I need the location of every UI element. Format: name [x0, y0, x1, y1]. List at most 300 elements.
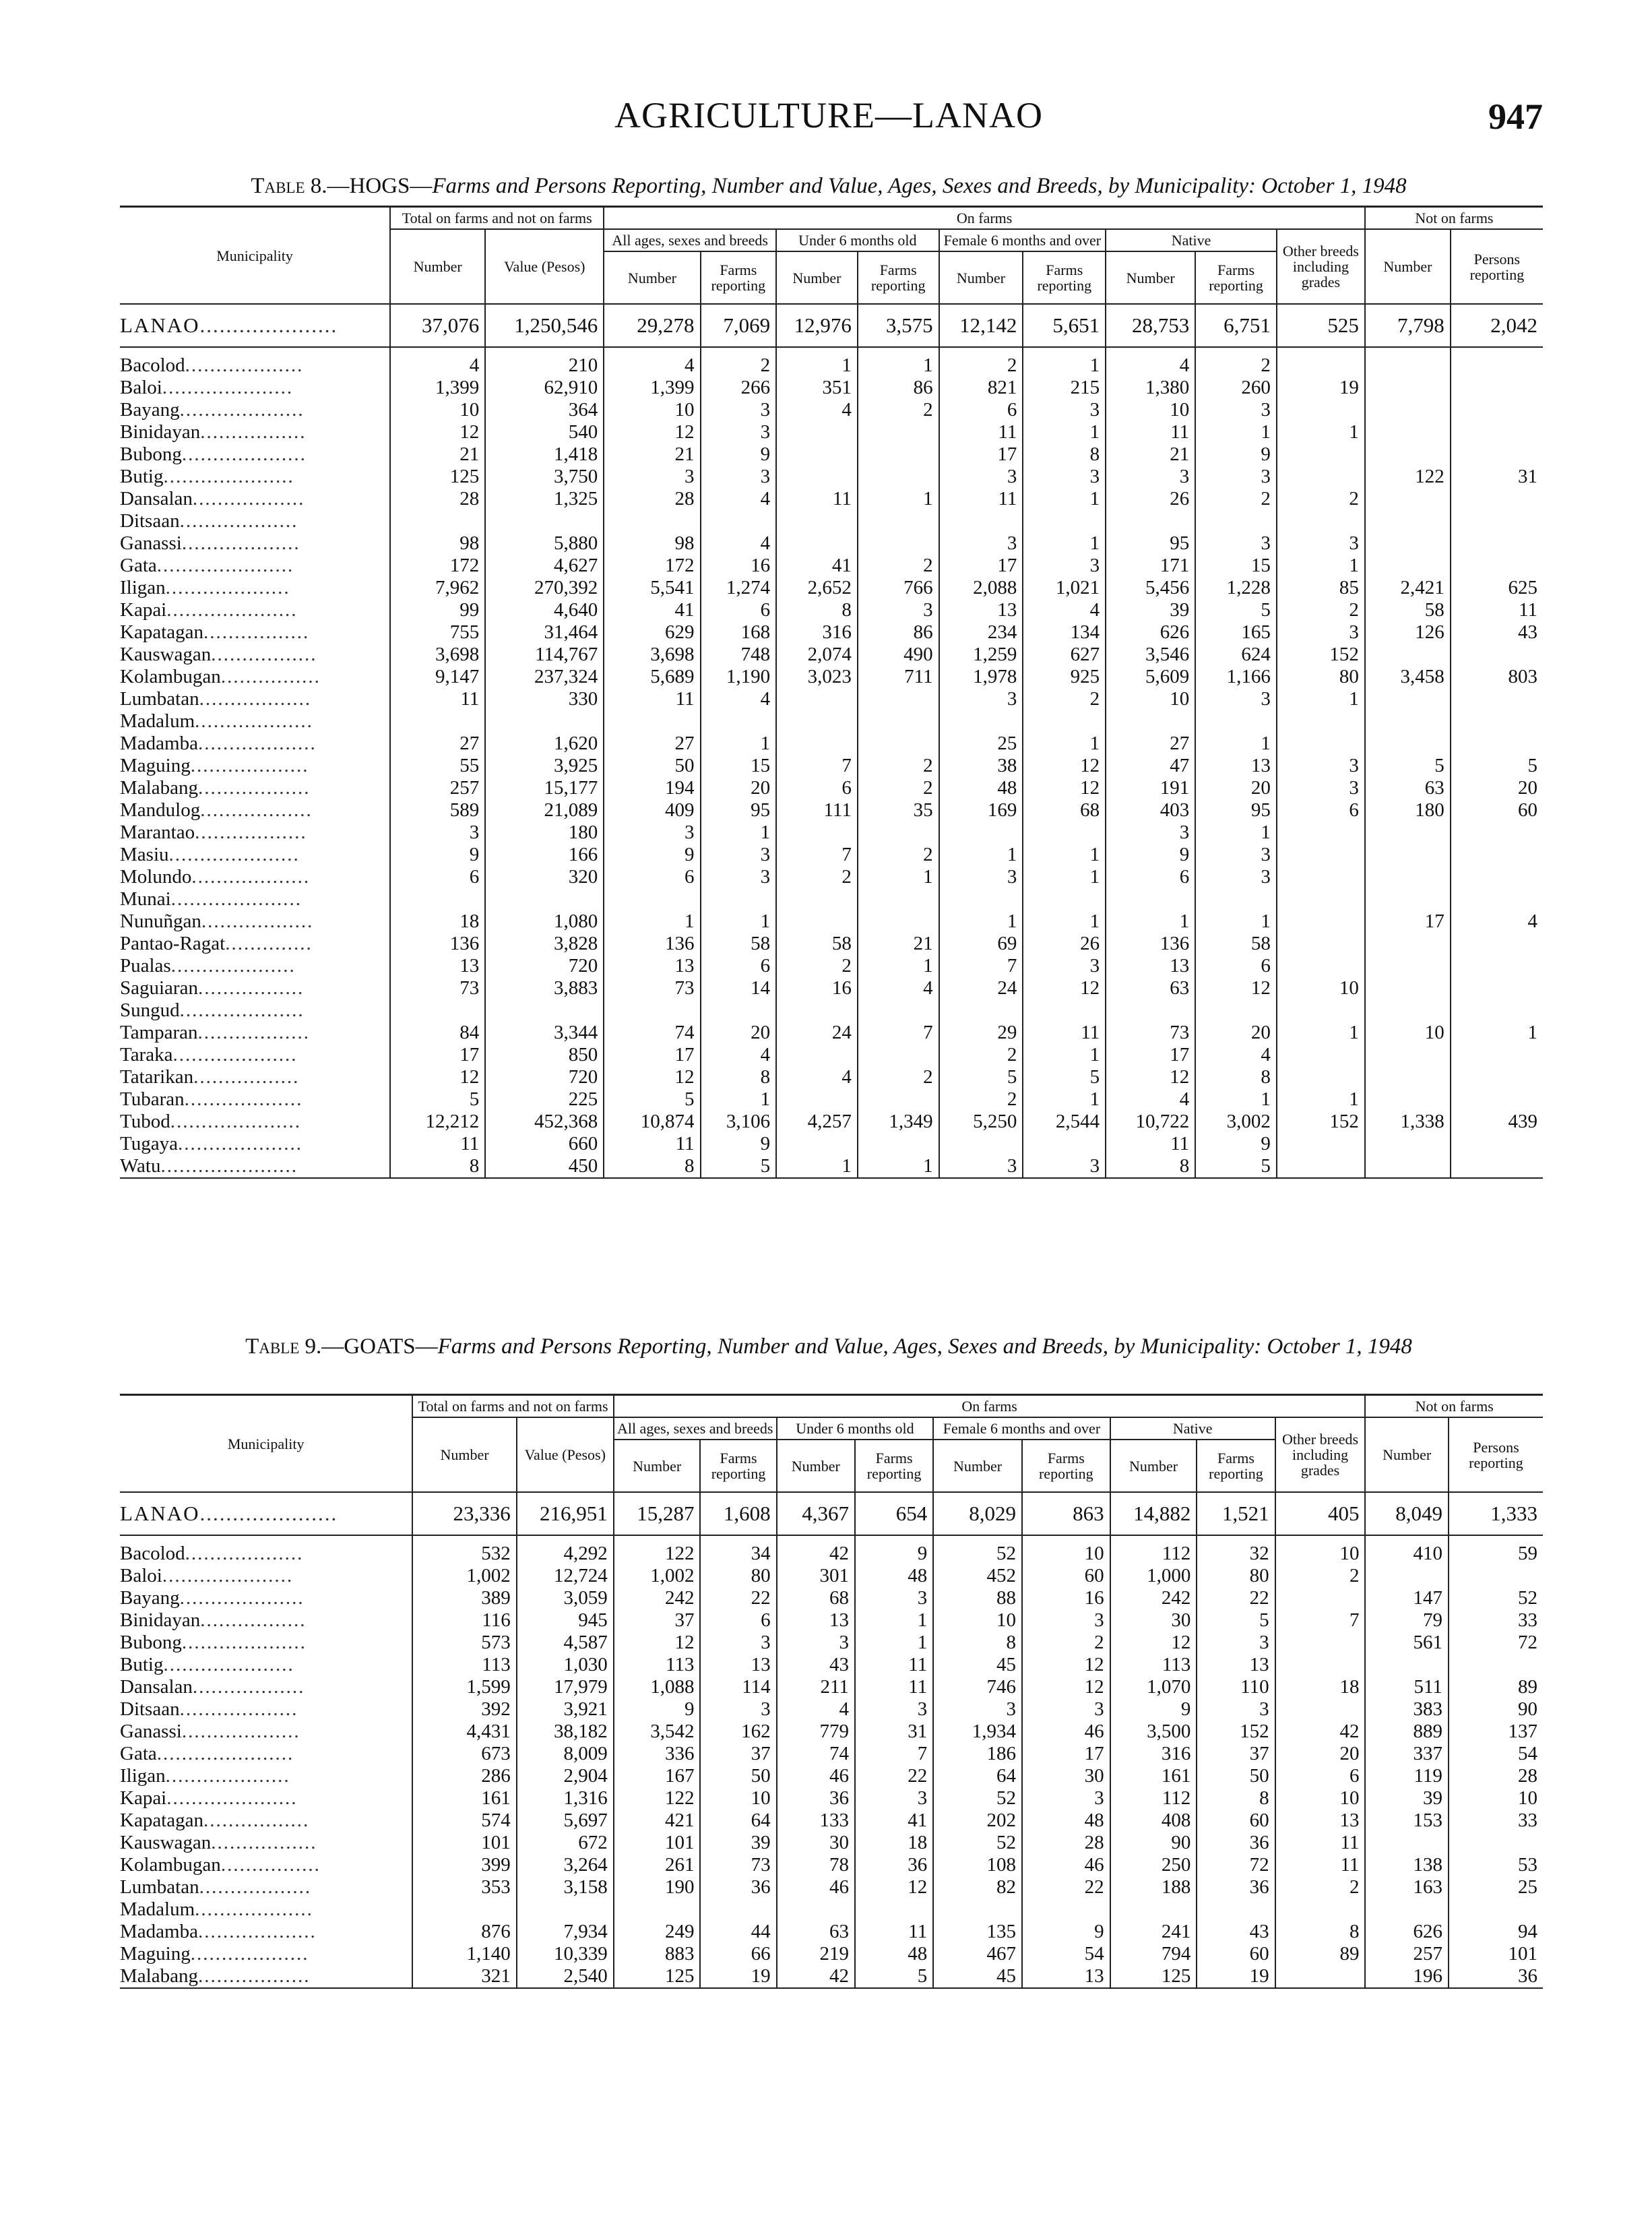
- data-cell: 137: [1449, 1721, 1543, 1743]
- leader-dots: .....................: [199, 1502, 338, 1526]
- data-cell: [1023, 710, 1106, 733]
- data-cell: [1365, 377, 1451, 399]
- data-cell: 112: [1110, 1543, 1197, 1565]
- data-cell: 3,750: [485, 466, 604, 488]
- data-cell: 1,418: [485, 443, 604, 466]
- notfarm-number-header: Number: [1365, 1417, 1449, 1492]
- data-cell: 24: [939, 977, 1023, 999]
- data-cell: [1277, 888, 1365, 910]
- municipality-name: Bayang....................: [120, 399, 305, 421]
- data-cell: [390, 888, 485, 910]
- data-cell: 48: [939, 777, 1023, 799]
- data-cell: 20: [701, 1022, 777, 1044]
- data-cell: 35: [858, 799, 939, 822]
- data-cell: 3: [939, 866, 1023, 888]
- data-cell: 10: [1106, 688, 1195, 710]
- total-cell: 15,287: [614, 1492, 701, 1535]
- data-cell: 9: [604, 844, 700, 866]
- leader-dots: .................: [200, 1609, 307, 1632]
- data-cell: 63: [777, 1921, 855, 1943]
- data-cell: 3: [1195, 688, 1277, 710]
- municipality-name: Kauswagan.................: [120, 1832, 317, 1854]
- data-cell: [776, 421, 858, 443]
- total-label: LANAO.....................: [120, 304, 390, 347]
- page-number: 947: [1488, 96, 1543, 137]
- data-cell: 945: [517, 1609, 614, 1632]
- data-cell: 167: [614, 1765, 701, 1787]
- data-cell: 1: [858, 354, 939, 377]
- municipality-name: Lumbatan..................: [120, 1876, 312, 1898]
- data-cell: 73: [1106, 1022, 1195, 1044]
- data-cell: [858, 1088, 939, 1111]
- data-cell: 10: [1106, 399, 1195, 421]
- data-cell: [1275, 1587, 1366, 1609]
- table-row: [120, 910, 1543, 933]
- data-cell: 47: [1106, 755, 1195, 777]
- data-cell: 2: [858, 399, 939, 421]
- data-cell: 20: [1195, 777, 1277, 799]
- data-cell: 63: [1106, 977, 1195, 999]
- data-cell: 2: [776, 866, 858, 888]
- data-cell: 11: [776, 488, 858, 510]
- data-cell: 257: [390, 777, 485, 799]
- total-cell: 8,029: [933, 1492, 1022, 1535]
- data-cell: 2: [1275, 1876, 1366, 1898]
- data-cell: 138: [1365, 1854, 1449, 1876]
- municipality-name: Tatarikan.................: [120, 1066, 300, 1088]
- table-row: [120, 577, 1543, 599]
- data-cell: 5: [1195, 1155, 1277, 1178]
- data-cell: 161: [1110, 1765, 1197, 1787]
- data-cell: 237,324: [485, 666, 604, 688]
- municipality-name: Mandulog..................: [120, 799, 313, 822]
- data-cell: 152: [1277, 644, 1365, 666]
- data-cell: [1275, 1632, 1366, 1654]
- data-cell: 45: [933, 1965, 1022, 1988]
- data-cell: 136: [1106, 933, 1195, 955]
- data-cell: [1365, 1088, 1451, 1111]
- data-cell: [776, 733, 858, 755]
- data-cell: [1195, 999, 1277, 1022]
- data-cell: [1365, 555, 1451, 577]
- data-cell: [1365, 955, 1451, 977]
- data-cell: [1023, 1133, 1106, 1155]
- leader-dots: ...................: [181, 532, 300, 555]
- data-cell: [1365, 888, 1451, 910]
- data-cell: [776, 532, 858, 555]
- data-cell: 36: [1449, 1965, 1543, 1988]
- data-cell: 48: [855, 1943, 933, 1965]
- data-cell: 8: [1195, 1066, 1277, 1088]
- data-cell: 110: [1197, 1676, 1275, 1698]
- other-breeds-header: Other breeds including grades: [1275, 1417, 1366, 1492]
- leader-dots: ....................: [165, 577, 290, 599]
- data-cell: 2,652: [776, 577, 858, 599]
- data-cell: [1451, 822, 1543, 844]
- municipality-name: Butig.....................: [120, 1654, 294, 1676]
- data-cell: [1451, 377, 1543, 399]
- data-cell: 31: [1451, 466, 1543, 488]
- data-cell: 119: [1365, 1765, 1449, 1787]
- data-cell: 821: [939, 377, 1023, 399]
- data-cell: 152: [1277, 1111, 1365, 1133]
- data-cell: 1: [855, 1609, 933, 1632]
- data-cell: 4: [776, 399, 858, 421]
- data-cell: 134: [1023, 621, 1106, 644]
- data-cell: 336: [614, 1743, 701, 1765]
- data-cell: 4,257: [776, 1111, 858, 1133]
- data-cell: 12: [604, 1066, 700, 1088]
- data-cell: 1: [1451, 1022, 1543, 1044]
- data-cell: 190: [614, 1876, 701, 1898]
- data-cell: 9: [390, 844, 485, 866]
- data-cell: 28: [1449, 1765, 1543, 1787]
- table-8-caption-lead: Table 8.—HOGS—: [251, 174, 433, 198]
- table-row: [120, 399, 1543, 421]
- data-cell: 54: [1022, 1943, 1110, 1965]
- data-cell: [1451, 510, 1543, 532]
- data-cell: 18: [390, 910, 485, 933]
- data-cell: 4,587: [517, 1632, 614, 1654]
- data-cell: 113: [412, 1654, 516, 1676]
- female6-farms-header: Farms reporting: [1023, 251, 1106, 304]
- data-cell: [858, 1133, 939, 1155]
- table-row: [120, 1111, 1543, 1133]
- data-cell: [1365, 443, 1451, 466]
- municipality-name: Madalum...................: [120, 1898, 313, 1921]
- table-row: [120, 510, 1543, 532]
- table-row: [120, 644, 1543, 666]
- data-cell: 48: [1022, 1810, 1110, 1832]
- data-cell: 8,009: [517, 1743, 614, 1765]
- data-cell: 3: [858, 599, 939, 621]
- table-row: [120, 799, 1543, 822]
- data-cell: 68: [1023, 799, 1106, 822]
- data-cell: 11: [1451, 599, 1543, 621]
- data-cell: 1,000: [1110, 1565, 1197, 1587]
- data-cell: 5: [855, 1965, 933, 1988]
- data-cell: [1451, 933, 1543, 955]
- data-cell: 9: [1195, 443, 1277, 466]
- leader-dots: .................: [203, 1810, 310, 1832]
- total-cell: 525: [1277, 304, 1365, 347]
- table-row: [120, 1066, 1543, 1088]
- data-cell: [1277, 443, 1365, 466]
- leader-dots: ..................: [192, 488, 305, 510]
- data-cell: [858, 888, 939, 910]
- data-cell: 3,344: [485, 1022, 604, 1044]
- data-cell: 3: [1277, 777, 1365, 799]
- data-cell: 153: [1365, 1810, 1449, 1832]
- data-cell: [939, 999, 1023, 1022]
- data-cell: [1277, 354, 1365, 377]
- data-cell: 98: [604, 532, 700, 555]
- table-row: [120, 1810, 1543, 1832]
- under6-number-header: Number: [776, 251, 858, 304]
- data-cell: 301: [777, 1565, 855, 1587]
- data-cell: 46: [777, 1876, 855, 1898]
- native-farms-header: Farms reporting: [1195, 251, 1277, 304]
- data-cell: 250: [1110, 1854, 1197, 1876]
- data-cell: [1277, 955, 1365, 977]
- data-cell: 540: [485, 421, 604, 443]
- data-cell: 1,380: [1106, 377, 1195, 399]
- under6-header: Under 6 months old: [776, 229, 939, 251]
- data-cell: 122: [614, 1787, 701, 1810]
- data-cell: 46: [1022, 1721, 1110, 1743]
- data-cell: 10: [933, 1609, 1022, 1632]
- total-row: [120, 1492, 1543, 1535]
- data-cell: [858, 688, 939, 710]
- municipality-name: Gata......................: [120, 1743, 294, 1765]
- data-cell: 125: [1110, 1965, 1197, 1988]
- data-cell: 755: [390, 621, 485, 644]
- data-cell: 3,264: [517, 1854, 614, 1876]
- data-cell: 29: [939, 1022, 1023, 1044]
- data-cell: 1,978: [939, 666, 1023, 688]
- data-cell: 42: [777, 1965, 855, 1988]
- data-cell: 10,722: [1106, 1111, 1195, 1133]
- data-cell: [776, 443, 858, 466]
- leader-dots: .................: [200, 421, 307, 443]
- data-cell: 6: [604, 866, 700, 888]
- data-cell: 122: [614, 1543, 701, 1565]
- data-cell: [776, 999, 858, 1022]
- data-cell: 4: [1023, 599, 1106, 621]
- data-cell: 33: [1449, 1810, 1543, 1832]
- data-cell: 1: [1277, 421, 1365, 443]
- data-cell: [858, 999, 939, 1022]
- data-cell: 80: [1197, 1565, 1275, 1587]
- data-cell: 242: [1110, 1587, 1197, 1609]
- municipality-name: Kapatagan.................: [120, 1810, 310, 1832]
- data-cell: 748: [701, 644, 777, 666]
- data-cell: [1277, 510, 1365, 532]
- data-cell: 3: [1022, 1787, 1110, 1810]
- data-cell: [1451, 443, 1543, 466]
- data-cell: 73: [390, 977, 485, 999]
- table-row: [120, 822, 1543, 844]
- leader-dots: .................: [203, 621, 310, 644]
- data-cell: [939, 1133, 1023, 1155]
- data-cell: 86: [858, 621, 939, 644]
- data-cell: 113: [614, 1654, 701, 1676]
- table-row: [120, 1632, 1543, 1654]
- data-cell: 4: [701, 488, 777, 510]
- data-cell: 80: [1277, 666, 1365, 688]
- data-cell: 4,431: [412, 1721, 516, 1743]
- table-row: [120, 710, 1543, 733]
- municipality-name: Malabang..................: [120, 777, 311, 799]
- data-cell: 421: [614, 1810, 701, 1832]
- data-cell: 25: [939, 733, 1023, 755]
- data-cell: 186: [933, 1743, 1022, 1765]
- data-cell: [858, 466, 939, 488]
- table-8-caption: [121, 174, 1536, 199]
- data-cell: 162: [700, 1721, 776, 1743]
- data-cell: 8: [1275, 1921, 1366, 1943]
- data-cell: 3,698: [390, 644, 485, 666]
- data-cell: 4: [1106, 1088, 1195, 1111]
- data-cell: 2,074: [776, 644, 858, 666]
- data-cell: 13: [1022, 1965, 1110, 1988]
- data-cell: 3: [701, 844, 777, 866]
- data-cell: 876: [412, 1921, 516, 1943]
- data-cell: 36: [700, 1876, 776, 1898]
- leader-dots: .................: [193, 1066, 300, 1088]
- data-cell: 72: [1449, 1632, 1543, 1654]
- data-cell: 672: [517, 1832, 614, 1854]
- municipality-name: Taraka....................: [120, 1044, 298, 1066]
- data-cell: 17: [939, 555, 1023, 577]
- leader-dots: ...................: [185, 354, 304, 377]
- data-cell: 2: [939, 354, 1023, 377]
- total-cell: 4,367: [777, 1492, 855, 1535]
- data-cell: [1197, 1898, 1275, 1921]
- data-cell: 11: [855, 1921, 933, 1943]
- data-cell: 58: [1365, 599, 1451, 621]
- data-cell: 10,874: [604, 1111, 700, 1133]
- leader-dots: .....................: [162, 377, 294, 399]
- data-cell: 18: [855, 1832, 933, 1854]
- data-cell: 25: [1449, 1876, 1543, 1898]
- data-cell: 3: [604, 822, 700, 844]
- data-cell: [614, 1898, 701, 1921]
- data-cell: 1,166: [1195, 666, 1277, 688]
- data-cell: [1365, 999, 1451, 1022]
- data-cell: 3,883: [485, 977, 604, 999]
- data-cell: [855, 1898, 933, 1921]
- data-cell: 9: [1110, 1698, 1197, 1721]
- data-cell: 3: [1023, 955, 1106, 977]
- data-cell: 1,259: [939, 644, 1023, 666]
- data-cell: [1451, 354, 1543, 377]
- data-cell: [858, 443, 939, 466]
- notfarm-number-header: Number: [1365, 229, 1451, 304]
- data-cell: 172: [604, 555, 700, 577]
- data-cell: 6: [390, 866, 485, 888]
- data-cell: 169: [939, 799, 1023, 822]
- data-cell: 1: [858, 1155, 939, 1178]
- municipality-name: Bubong....................: [120, 443, 307, 466]
- data-cell: 1: [1023, 733, 1106, 755]
- table-row: [120, 421, 1543, 443]
- data-cell: 15: [701, 755, 777, 777]
- data-cell: 3: [1023, 399, 1106, 421]
- data-cell: 53: [1449, 1854, 1543, 1876]
- data-cell: 6: [1195, 955, 1277, 977]
- data-cell: [1451, 1133, 1543, 1155]
- table-row: [120, 1609, 1543, 1632]
- data-cell: 2: [776, 955, 858, 977]
- data-cell: 3: [1195, 844, 1277, 866]
- data-cell: [776, 466, 858, 488]
- data-cell: 1: [1195, 822, 1277, 844]
- data-cell: 286: [412, 1765, 516, 1787]
- data-cell: 10: [1277, 977, 1365, 999]
- data-cell: 10: [390, 399, 485, 421]
- data-cell: 260: [1195, 377, 1277, 399]
- data-cell: 7: [858, 1022, 939, 1044]
- data-cell: 3: [939, 1155, 1023, 1178]
- data-cell: 36: [1197, 1832, 1275, 1854]
- notfarm-persons-header: Persons reporting: [1451, 229, 1543, 304]
- data-cell: 3: [1197, 1698, 1275, 1721]
- data-cell: 5: [939, 1066, 1023, 1088]
- municipality-name: Lumbatan..................: [120, 688, 312, 710]
- data-cell: 1: [604, 910, 700, 933]
- table-row: [120, 1898, 1543, 1921]
- data-cell: 574: [412, 1810, 516, 1832]
- table-row: [120, 866, 1543, 888]
- data-cell: [1277, 910, 1365, 933]
- not-on-farms-header: Not on farms: [1365, 207, 1543, 230]
- data-cell: 10: [1022, 1543, 1110, 1565]
- data-cell: [1365, 1565, 1449, 1587]
- data-cell: 353: [412, 1876, 516, 1898]
- native-header: Native: [1110, 1417, 1275, 1440]
- total-cell: 12,142: [939, 304, 1023, 347]
- data-cell: 39: [1365, 1787, 1449, 1810]
- data-cell: 5: [1451, 755, 1543, 777]
- data-cell: 3: [701, 399, 777, 421]
- data-cell: [1365, 1654, 1449, 1676]
- leader-dots: ...................: [184, 1088, 303, 1111]
- data-cell: 766: [858, 577, 939, 599]
- data-cell: 883: [614, 1943, 701, 1965]
- data-cell: [517, 1898, 614, 1921]
- data-cell: 60: [1197, 1810, 1275, 1832]
- data-cell: [1023, 888, 1106, 910]
- data-cell: 72: [1197, 1854, 1275, 1876]
- data-cell: 2: [701, 354, 777, 377]
- data-cell: 30: [1022, 1765, 1110, 1787]
- municipality-name: Munai.....................: [120, 888, 302, 910]
- data-cell: 62,910: [485, 377, 604, 399]
- data-cell: 1,070: [1110, 1676, 1197, 1698]
- data-cell: 17: [604, 1044, 700, 1066]
- table-row: [120, 1787, 1543, 1810]
- leader-dots: ...................: [195, 1898, 313, 1921]
- data-cell: 2: [1195, 354, 1277, 377]
- data-cell: [1365, 733, 1451, 755]
- data-cell: [1451, 977, 1543, 999]
- data-cell: 22: [855, 1765, 933, 1787]
- data-cell: 22: [700, 1587, 776, 1609]
- data-cell: 1,140: [412, 1943, 516, 1965]
- leader-dots: ....................: [179, 399, 305, 421]
- data-cell: 11: [855, 1654, 933, 1676]
- data-cell: 7: [1275, 1609, 1366, 1632]
- data-cell: 241: [1110, 1921, 1197, 1943]
- leader-dots: .....................: [170, 888, 302, 910]
- data-cell: 1: [1277, 1022, 1365, 1044]
- municipality-name: Pantao-Ragat..............: [120, 933, 313, 955]
- data-cell: 13: [1197, 1654, 1275, 1676]
- data-cell: 1,599: [412, 1676, 516, 1698]
- data-cell: 22: [1197, 1587, 1275, 1609]
- data-cell: 3: [1023, 555, 1106, 577]
- data-cell: 89: [1275, 1943, 1366, 1965]
- table-row: [120, 1876, 1543, 1898]
- data-cell: 52: [1449, 1587, 1543, 1609]
- data-cell: [1451, 555, 1543, 577]
- data-cell: 42: [777, 1543, 855, 1565]
- data-cell: [1451, 1155, 1543, 1178]
- data-cell: 82: [933, 1876, 1022, 1898]
- total-cell: 1,521: [1197, 1492, 1275, 1535]
- table-row: [120, 1676, 1543, 1698]
